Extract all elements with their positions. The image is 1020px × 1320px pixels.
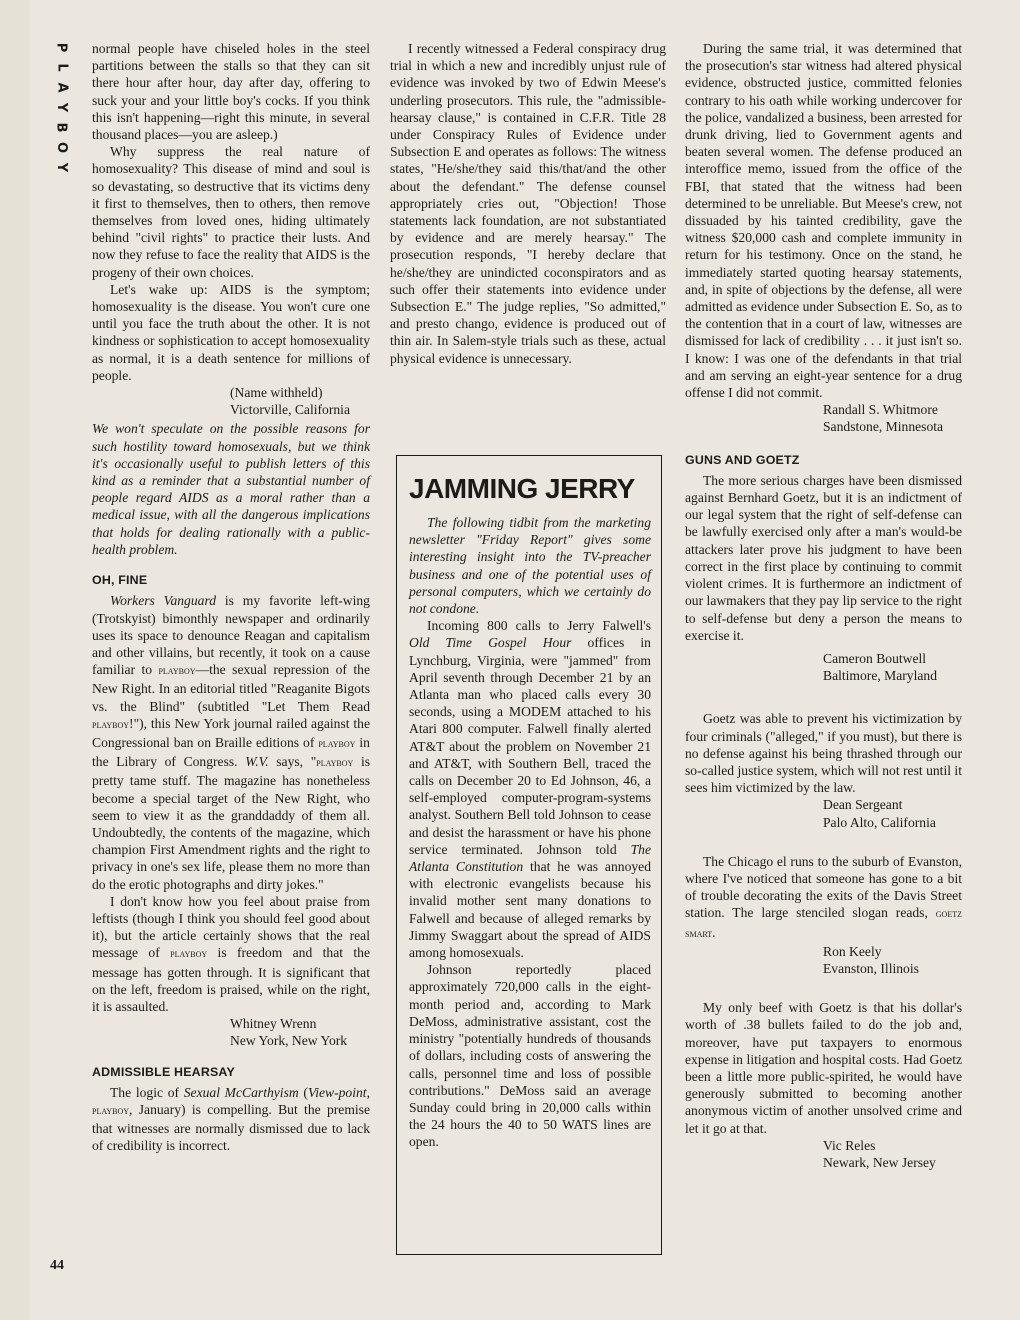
magazine-ref: playboy: [318, 737, 356, 750]
publication-title: Workers Vanguard: [110, 593, 217, 609]
magazine-ref: playboy: [92, 1104, 130, 1117]
signature: [685, 401, 962, 435]
signature-name: Vic Reles: [823, 1137, 876, 1153]
signature-name: Cameron Boutwell: [823, 650, 927, 666]
signature-name: (Name withheld): [230, 385, 323, 401]
brand-letter: O: [54, 141, 69, 155]
page-edge: [0, 0, 30, 1320]
column-2: [390, 40, 666, 367]
brand-letter: A: [54, 82, 69, 94]
letter-paragraph: The more serious charges have been dismissed against Bernhard Goetz, but it is an indictment of our legal system that the right of self-defense can be lawfully exercised only after a man's would-be attackers later prove his judgment to have been correct in the first place by continuing to commit violent crimes. It is furthermore an indictment of our lawmakers that they pay lip service to the right to self-defense but deny a person the means to exercise it.: [685, 472, 962, 643]
magazine-ref: playboy: [316, 757, 354, 770]
letter-paragraph: My only beef with Goetz is that his dollar's worth of .38 bullets failed to do the job and, moreover, have put taxpayers to enormous expense in litigation and hospital costs. Had Goetz been a little more public-spirited, he would have generously submitted to becoming another anonymous victim of another unsolved crime and let it go at that.: [685, 1000, 962, 1136]
letter-paragraph: normal people have chiseled holes in the steel partitions between the stalls so that they can sit there hour after hour, day after day, offering to suck your and your little boy's cocks. If you think this isn't happening—right this minute, in several thousand places—you are asleep.): [92, 41, 370, 143]
signature: [92, 384, 370, 418]
letter-paragraph: Let's wake up: AIDS is the symptom; homosexuality is the disease. You won't cure one until you face the truth about the other. It is not kindness or sophistication to accept homosexuality as normal, it is a death sentence for millions of people.: [92, 281, 370, 383]
signature: [685, 1137, 962, 1171]
magazine-ref: playboy: [170, 948, 208, 961]
box-paragraph: Johnson reportedly placed approximately 720,000 calls in the eight-month period and, according to Mark DeMoss, administrative assistant, cost the ministry "potentially hundreds of thousands of dollars, including costs of answering the calls, personnel time and loss of possible contributions." DeMoss said an average Sunday could bring in 20,000 calls within the 24 hours the 40 to 50 WATS lines are open.: [409, 962, 651, 1150]
brand-letter: Y: [54, 162, 70, 174]
magazine-name-vertical: [52, 38, 70, 178]
signature: [685, 943, 962, 977]
signature-name: Randall S. Whitmore: [823, 402, 938, 418]
brand-letter: P: [54, 42, 69, 54]
letter-paragraph: The logic of Sexual McCarthyism (View-point, playboy, January) is compelling. But the premise that witnesses are normally dismissed due to lack of credibility is incorrect.: [92, 1084, 370, 1154]
signature-name: Dean Sergeant: [823, 797, 903, 813]
box-intro: The following tidbit from the marketing newsletter "Friday Report" gives some interesting insight into the TV-preacher business and one of the potential uses of personal computers, which we certainly do not condone.: [409, 515, 651, 617]
signature-place: Newark, New Jersey: [823, 1154, 936, 1170]
page-number: 44: [50, 1258, 64, 1273]
signature-name: Ron Keely: [823, 943, 882, 959]
signature-place: Evanston, Illinois: [823, 960, 919, 976]
slogan: goetz smart: [685, 908, 962, 940]
box-title: JAMMING JERRY: [409, 473, 635, 504]
signature: [685, 796, 962, 830]
box-paragraph: Incoming 800 calls to Jerry Falwell's Old Time Gospel Hour offices in Lynchburg, Virginia, were "jammed" from April seventh through December 21 by an Atlanta man who placed calls every 30 seconds, using a MODEM attached to his Atari 800 computer. Falwell finally alerted AT&T about the problem on November 21 and AT&T, with Southern Bell, traced the calls on December 20 to Ed Johnson, 46, a self-employed computer-program-systems analyst. Southern Bell told Johnson to cease and desist the harassment or have his phone service terminated. Johnson told The Atlanta Constitution that he was annoyed with electronic evangelists because his invalid mother sent many donations to Falwell and because of alleged remarks by Jimmy Swaggart about the spread of AIDS among homosexuals.: [409, 618, 651, 961]
letter-paragraph: During the same trial, it was determined that the prosecution's star witness had altered physical evidence, obstructed justice, committed felonies contrary to his oath while working undercover for the police, vandalized a business, been arrested for drunk driving, lied to Government agents and beaten several women. The defense produced an interoffice memo, issued from the office of the FBI, that stated that the witness had been determined to be unreliable. But Meese's crew, not dissuaded by his tainted credibility, gave the witness $20,000 cash and complete immunity in return for his testimony. Once on the stand, he immediately started quoting hearsay statements, and, in spite of objections by the defense, all were admitted as evidence under Subsection E. So, as to the contention that in a court of law, witnesses are dismissed for lack of credibility . . . it just isn't so. I know: I was one of the defendants in that trial and am serving an eight-year sentence for a drug offense I did not commit.: [685, 41, 962, 401]
brand-letter: L: [54, 63, 70, 73]
signature-place: Sandstone, Minnesota: [823, 419, 944, 435]
brand-letter: Y: [54, 102, 70, 114]
letter-paragraph: Why suppress the real nature of homosexuality? This disease of mind and soul is so devastating, so destructive that its victims deny it first to themselves, then to others, then remove themselves from loved ones, hiding ultimately behind "civil rights" to practice their lusts. And now they refuse to face the reality that AIDS is the progeny of their own choices.: [92, 144, 370, 280]
signature-place: Palo Alto, California: [823, 814, 936, 830]
letter-paragraph: Workers Vanguard is my favorite left-wing (Trotskyist) bimonthly newspaper and ordinarily uses its space to denounce Reagan and capitalism and other villains, but recently, it took on a cause familiar to playboy—the sexual repression of the New Right. In an editorial titled "Reaganite Bigots vs. the Blind" (subtitled "Let Them Read playboy!"), this New York journal railed against the Congressional ban on Braille editions of playboy in the Library of Congress. W.V. says, "playboy is pretty tame stuff. The magazine has nonetheless become a special target of the New Right, who seem to view it as the granddaddy of them all. Undoubtedly, the contents of the magazine, which champion First Amendment rights and the right to privacy in one's sex life, please them no more than do the erotic photographs and dirty jokes.": [92, 593, 371, 892]
magazine-ref: playboy: [158, 665, 196, 678]
letter-paragraph: I don't know how you feel about praise from leftists (though I think you should feel good about it), but the article certainly shows that the real message of playboy is freedom and that the message has gotten through. It is significant that on the left, freedom is praised, while on the right, it is assaulted.: [92, 893, 370, 1014]
signature: [92, 1015, 370, 1049]
sidebar-box-jamming-jerry: [396, 455, 662, 1255]
letter-paragraph: I recently witnessed a Federal conspiracy drug trial in which a new and incredibly unjust rule of evidence was invoked by two of Edwin Meese's underling prosecutors. This rule, the "admissible-hearsay clause," is contained in C.F.R. Title 28 under Conspiracy Rules of Evidence under Subsection E and operates as follows: The witness states, "He/she/they said this/that/and the other about the defendant." The defense counsel appropriately cries out, "Objection! Those statements lack foundation, are not substantiated by evidence and are merely hearsay." The prosecution responds, "I hereby declare that he/she/they are unindicted coconspirators and as such offer their statements into evidence under Subsection E." The judge replies, "So admitted," and presto chango, evidence is produced out of thin air. In Salem-style trials such as these, actual physical evidence is unnecessary.: [390, 41, 666, 366]
editor-note: We won't speculate on the possible reasons for such hostility toward homosexuals, but we think it's occasionally useful to publish letters of this kind as a reminder that a substantial number of people regard AIDS as a moral rather than a medical issue, with all the dangerous implications that holds for dealing rationally with a public-health problem.: [92, 421, 370, 557]
letter-paragraph: The Chicago el runs to the suburb of Evanston, where I've noticed that someone has gone to a bit of trouble decorating the exits of the Davis Street station. The large stenciled slogan reads, goetz smart.: [685, 853, 962, 940]
signature-name: Whitney Wrenn: [230, 1016, 317, 1032]
signature-place: New York, New York: [230, 1033, 348, 1049]
letter-paragraph: Goetz was able to prevent his victimization by four criminals ("alleged," if you must), but there is no defense against his being thrashed through our so-called justice system, which will not rest until it sees him victimized by the law.: [685, 711, 962, 796]
column-3: [685, 40, 962, 1171]
magazine-ref: playboy: [92, 718, 130, 731]
signature-place: Victorville, California: [230, 402, 350, 418]
column-1: [92, 40, 370, 1155]
section-heading: ADMISSIBLE HEARSAY: [92, 1064, 235, 1079]
signature: [685, 650, 962, 684]
section-heading: GUNS AND GOETZ: [685, 452, 800, 467]
signature-place: Baltimore, Maryland: [823, 668, 938, 684]
brand-letter: B: [54, 122, 70, 134]
section-heading: OH, FINE: [92, 573, 148, 588]
